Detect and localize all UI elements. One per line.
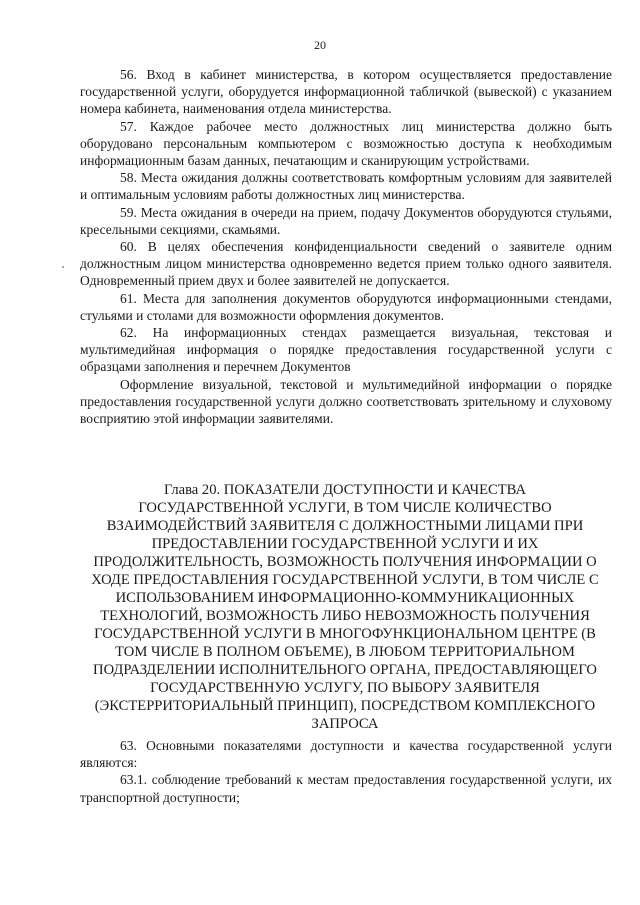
- chapter-heading-line: ПРОДОЛЖИТЕЛЬНОСТЬ, ВОЗМОЖНОСТЬ ПОЛУЧЕНИЯ ИНФОРМАЦИИ О: [93, 554, 597, 570]
- paragraph-58: 58. Места ожидания должны соответствовать комфортным условиям для заявителей и оптимальным условиям работы должностных лиц министерства.: [80, 170, 612, 203]
- chapter-heading-line: ГОСУДАРСТВЕННОЙ УСЛУГИ, В ТОМ ЧИСЛЕ КОЛИЧЕСТВО: [138, 500, 552, 516]
- paragraph-63-1: 63.1. соблюдение требований к местам предоставления государственной услуги, их транспортной доступности;: [80, 772, 612, 805]
- chapter-heading-line: ПОДРАЗДЕЛЕНИИ ИСПОЛНИТЕЛЬНОГО ОРГАНА, ПРЕДОСТАВЛЯЮЩЕГО: [93, 662, 597, 678]
- chapter-heading-line: ГОСУДАРСТВЕННОЙ УСЛУГИ В МНОГОФУНКЦИОНАЛЬНОМ ЦЕНТРЕ (В: [94, 626, 596, 642]
- page-number: 20: [314, 38, 326, 52]
- body-text-continued: [80, 737, 612, 806]
- paragraph-57: 57. Каждое рабочее место должностных лиц министерства должно быть оборудовано персональным компьютером с возможностью доступа к необходимым информационным базам данных, печатающим и сканирующим устройствами.: [80, 118, 612, 169]
- paragraph-56: 56. Вход в кабинет министерства, в котором осуществляется предоставление государственной услуги, оборудуется информационной табличкой (вывеской) с указанием номера кабинета, наименования отдела министерства.: [80, 67, 612, 117]
- chapter-heading-line: ИСПОЛЬЗОВАНИЕМ ИНФОРМАЦИОННО-КОММУНИКАЦИОННЫХ: [115, 590, 575, 606]
- chapter-heading-line: (ЭКСТЕРРИТОРИАЛЬНЫЙ ПРИНЦИП), ПОСРЕДСТВОМ КОМПЛЕКСНОГО: [94, 698, 596, 714]
- chapter-heading-line: ПРЕДОСТАВЛЕНИИ ГОСУДАРСТВЕННОЙ УСЛУГИ И ИХ: [151, 536, 539, 552]
- paragraph-59: 59. Места ожидания в очереди на прием, подачу Документов оборудуются стульями, кресельными секциями, скамьями.: [80, 204, 612, 237]
- paragraph-63: 63. Основными показателями доступности и качества государственной услуги являются:: [80, 738, 612, 771]
- paragraph-62: 62. На информационных стендах размещается визуальная, текстовая и мультимедийная информация о порядке предоставления государственной услуги с образцами заполнения и перечнем Документов: [80, 325, 612, 375]
- chapter-heading-line: ТЕХНОЛОГИЙ, ВОЗМОЖНОСТЬ ЛИБО НЕВОЗМОЖНОСТЬ ПОЛУЧЕНИЯ: [100, 608, 590, 624]
- chapter-heading-line: ХОДЕ ПРЕДОСТАВЛЕНИЯ ГОСУДАРСТВЕННОЙ УСЛУГИ, В ТОМ ЧИСЛЕ С: [91, 572, 599, 588]
- chapter-heading-line: ЗАПРОСА: [311, 716, 379, 732]
- body-text: [80, 66, 612, 427]
- chapter-heading-line: Глава 20. ПОКАЗАТЕЛИ ДОСТУПНОСТИ И КАЧЕСТВА: [163, 482, 527, 498]
- paragraph-61: 61. Места для заполнения документов оборудуются информационными стендами, стульями и столами для возможности оформления документов.: [80, 290, 612, 323]
- scan-speck: [62, 266, 64, 268]
- chapter-heading-line: ТОМ ЧИСЛЕ В ПОЛНОМ ОБЪЕМЕ), В ЛЮБОМ ТЕРРИТОРИАЛЬНОМ: [115, 644, 575, 660]
- chapter-heading-line: ГОСУДАРСТВЕННУЮ УСЛУГУ, ПО ВЫБОРУ ЗАЯВИТЕЛЯ: [150, 680, 540, 696]
- paragraph-62-continued: Оформление визуальной, текстовой и мультимедийной информации о порядке предоставления государственной услуги должно соответствовать зрительному и слуховому восприятию этой информации заявителями.: [80, 376, 612, 427]
- paragraph-60: 60. В целях обеспечения конфиденциальности сведений о заявителе одним должностным лицом министерства одновременно ведется прием только одного заявителя. Одновременный прием двух и более заявителей не допускается.: [80, 239, 612, 289]
- chapter-heading: [76, 481, 614, 733]
- chapter-heading-line: ВЗАИМОДЕЙСТВИЙ ЗАЯВИТЕЛЯ С ДОЛЖНОСТНЫМИ ЛИЦАМИ ПРИ: [106, 518, 584, 534]
